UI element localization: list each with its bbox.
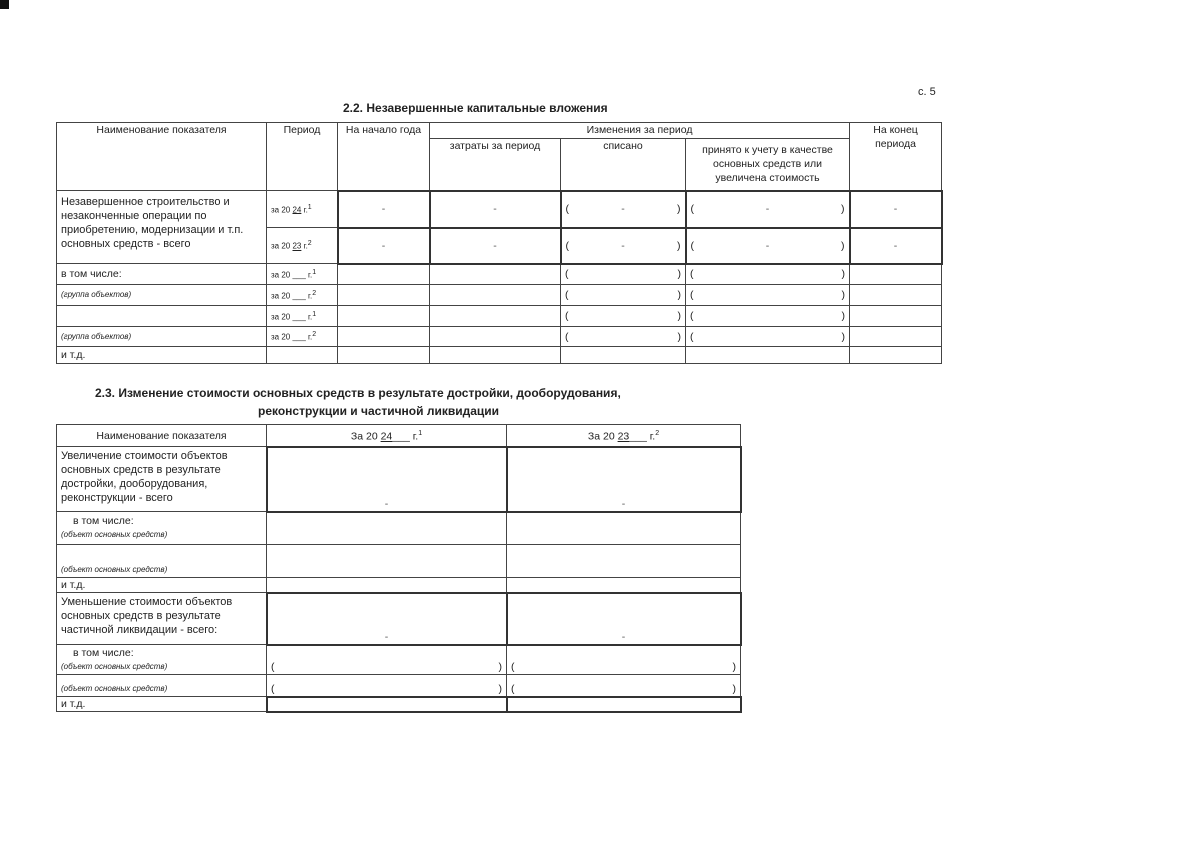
row-group2-start-2 [338, 327, 430, 347]
row-total-costs-2: - [430, 228, 561, 264]
row-total-start-1: - [338, 191, 430, 228]
row-group2-start-1 [338, 306, 430, 327]
row-dec-obj2: (объект основных средств) [57, 675, 267, 697]
row-total-accepted-1: ( - ) [686, 191, 850, 228]
table-2-2 [56, 122, 943, 364]
row-inc-obj2-24 [267, 545, 507, 578]
row-group2-accepted-2: ( ) [686, 327, 850, 347]
row-total-accepted-2: ( - ) [686, 228, 850, 264]
table-2-3 [56, 424, 742, 713]
row-group2-object: (группа объектов) [57, 327, 267, 347]
header-costs: затраты за период [430, 139, 561, 191]
row-inc-obj1: в том числе: (объект основных средств) [57, 512, 267, 545]
header-accepted: принято к учету в качестве основных средств или увеличена стоимость [686, 139, 850, 191]
row-group1-period-1: за 20 ___ г.$^1$ [267, 264, 338, 285]
row-dec-obj2-23: ( ) [507, 675, 741, 697]
row-total-end-2: - [850, 228, 942, 264]
row-total-end-1: - [850, 191, 942, 228]
row-group1-end-1 [850, 264, 942, 285]
row-group2-label [57, 306, 267, 327]
row-decrease-23: - [507, 593, 741, 645]
row-inc-obj2-23 [507, 545, 741, 578]
row-inc-obj2: (объект основных средств) [57, 545, 267, 578]
row-inc-obj1-23 [507, 512, 741, 545]
row-group2-end-2 [850, 327, 942, 347]
row-total-period-1: за 20 24 г.$^1$ [267, 191, 338, 228]
row-total-costs-1: - [430, 191, 561, 228]
row-dec-obj2-24: ( ) [267, 675, 507, 697]
header-changes: Изменения за период [430, 123, 850, 139]
row-group2-writeoff-2: ( ) [561, 327, 686, 347]
row-increase-24: - [267, 447, 507, 512]
row-group2-period-1: за 20 ___ г.$^1$ [267, 306, 338, 327]
header-year-24: За 20 24___ г.$^1$ [267, 425, 507, 447]
header-period: Период [267, 123, 338, 191]
row-group1-period-2: за 20 ___ г.$^2$ [267, 285, 338, 306]
row-increase-name: Увеличение стоимости объектов основных средств в результате достройки, дооборудования, реконструкции - всего [57, 447, 267, 512]
row-group1-start-1 [338, 264, 430, 285]
header-writeoff: списано [561, 139, 686, 191]
row-inc-etc: и т.д. [57, 578, 267, 593]
row-inc-obj1-24 [267, 512, 507, 545]
page-number: с. 5 [918, 86, 936, 98]
row-dec-etc: и т.д. [57, 697, 267, 712]
section-2-3-title-line2: реконструкции и частичной ликвидации [258, 404, 500, 418]
row-increase-23: - [507, 447, 741, 512]
row-group1-writeoff-1: ( ) [561, 264, 686, 285]
row-group1-accepted-2: ( ) [686, 285, 850, 306]
header-name-2-3: Наименование показателя [57, 425, 267, 447]
row-total-name: Незавершенное строительство и незаконченные операции по приобретению, модернизации и т.п. основных средств - всего [57, 191, 267, 264]
row-dec-obj1-24: ( ) [267, 645, 507, 675]
row-group1-writeoff-2: ( ) [561, 285, 686, 306]
section-2-2-title: 2.2. Незавершенные капитальные вложения [343, 101, 608, 115]
section-2-3-title-line1: 2.3. Изменение стоимости основных средств в результате достройки, дооборудования, [95, 386, 621, 400]
header-name: Наименование показателя [57, 123, 267, 191]
row-dec-obj1-23: ( ) [507, 645, 741, 675]
row-dec-obj1: в том числе: (объект основных средств) [57, 645, 267, 675]
row-group2-writeoff-1: ( ) [561, 306, 686, 327]
row-group1-accepted-1: ( ) [686, 264, 850, 285]
row-group1-object: (группа объектов) [57, 285, 267, 306]
row-group2-accepted-1: ( ) [686, 306, 850, 327]
row-group2-end-1 [850, 306, 942, 327]
row-decrease-name: Уменьшение стоимости объектов основных средств в результате частичной ликвидации - всего: [57, 593, 267, 645]
row-etc: и т.д. [57, 347, 267, 364]
row-group1-costs-2 [430, 285, 561, 306]
row-total-start-2: - [338, 228, 430, 264]
row-group1-label: в том числе: [57, 264, 267, 285]
row-group2-period-2: за 20 ___ г.$^2$ [267, 327, 338, 347]
row-decrease-24: - [267, 593, 507, 645]
row-total-period-2: за 20 23 г.$^2$ [267, 228, 338, 264]
row-group1-end-2 [850, 285, 942, 306]
corner-mark [0, 0, 9, 9]
row-group1-costs-1 [430, 264, 561, 285]
header-start: На начало года [338, 123, 430, 191]
header-end: На конец периода [850, 123, 942, 191]
header-year-23: За 20 23___ г.$^2$ [507, 425, 741, 447]
row-total-writeoff-2: ( - ) [561, 228, 686, 264]
row-group1-start-2 [338, 285, 430, 306]
row-group2-costs-1 [430, 306, 561, 327]
row-total-writeoff-1: ( - ) [561, 191, 686, 228]
row-group2-costs-2 [430, 327, 561, 347]
